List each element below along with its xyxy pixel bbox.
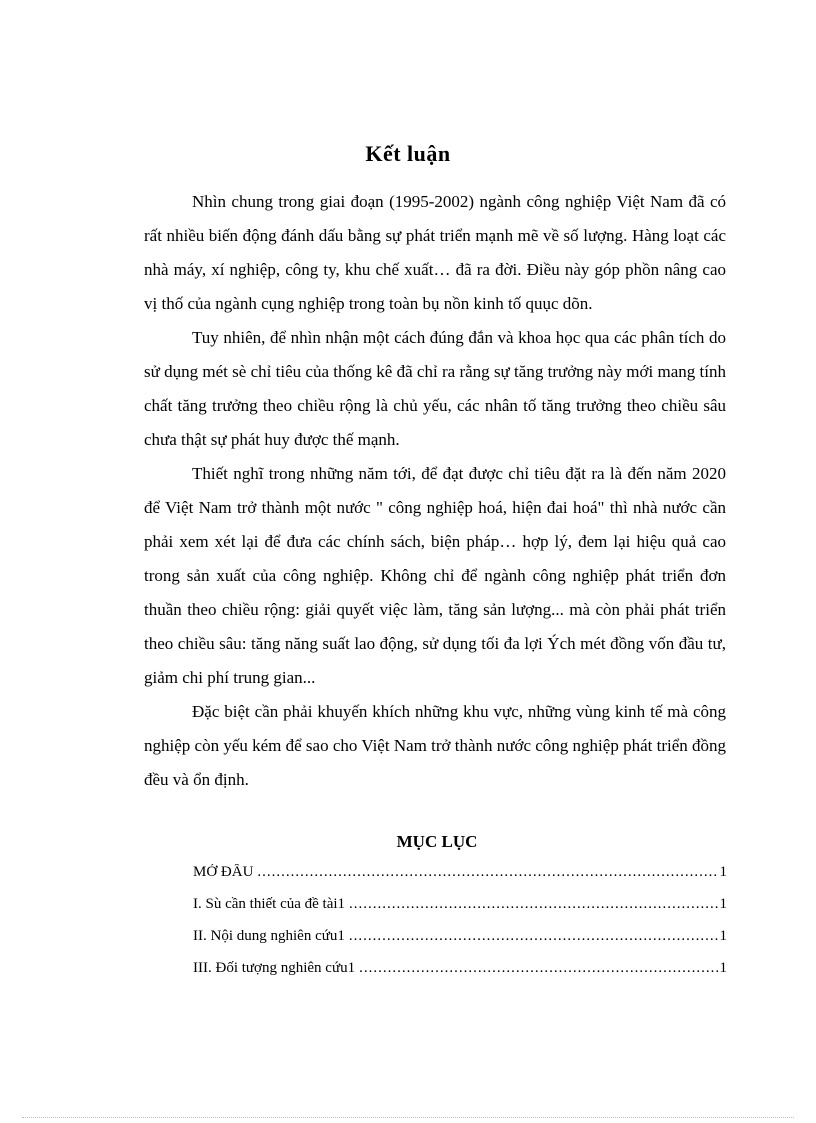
- toc-entry-section-1[interactable]: [193, 896, 727, 928]
- toc-entry-label: I. Sù cần thiết của đề tài1: [193, 896, 346, 912]
- toc-dot-leader: [349, 928, 719, 945]
- toc-entry-page: 1: [719, 960, 727, 976]
- paragraph-3: Thiết nghĩ trong những năm tới, để đạt được chỉ tiêu đặt ra là đến năm 2020 để Việt Nam trở thành một nước " công nghiệp hoá, hiện đai hoá" thì nhà nước cần phải xem xét lại để đưa các chính sách, biện pháp… hợp lý, đem lại hiệu quả cao trong sản xuất của công nghiệp. Không chỉ để ngành công nghiệp phát triển đơn thuần theo chiều rộng: giải quyết việc làm, tăng sản lượng... mà còn phải phát triển theo chiều sâu: tăng năng suất lao động, sử dụng tối đa lợi Ých mét đồng vốn đầu tư, giảm chi phí trung gian...: [144, 464, 726, 687]
- toc-entry-section-3[interactable]: [193, 960, 727, 992]
- toc-entry-page: 1: [719, 896, 727, 912]
- toc-entry-label: III. Đối tượng nghiên cứu1: [193, 960, 356, 976]
- page-bottom-border: [22, 1117, 794, 1118]
- toc-title: MỤC LỤC: [396, 832, 478, 851]
- paragraph-4: Đặc biệt cần phải khuyến khích những khu vực, những vùng kinh tế mà công nghiệp còn yếu kém để sao cho Việt Nam trở thành nước công nghiệp phát triển đồng đều và ổn định.: [144, 702, 726, 789]
- page-title: Kết luận: [365, 141, 451, 166]
- toc-entry-section-2[interactable]: [193, 928, 727, 960]
- toc-entry-page: 1: [719, 928, 727, 944]
- paragraph-2: Tuy nhiên, để nhìn nhận một cách đúng đắn và khoa học qua các phân tích do sử dụng mét sè chỉ tiêu của thống kê đã chỉ ra rằng sự tăng trưởng này mới mang tính chất tăng trưởng theo chiều rộng là chủ yếu, các nhân tố tăng trưởng theo chiều sâu chưa thật sự phát huy được thế mạnh.: [144, 328, 726, 449]
- toc-entry-label: MỞ ĐẦU: [193, 864, 254, 880]
- toc-entry-label: II. Nội dung nghiên cứu1: [193, 928, 345, 944]
- toc-entry-mo-dau[interactable]: [193, 864, 727, 896]
- toc-dot-leader: [257, 864, 718, 881]
- toc-dot-leader: [359, 960, 718, 977]
- toc-entry-page: 1: [719, 864, 727, 880]
- paragraph-1: Nhìn chung trong giai đoạn (1995-2002) ngành công nghiệp Việt Nam đã có rất nhiều biến động đánh dấu bằng sự phát triển mạnh mẽ về số lượng. Hàng loạt các nhà máy, xí nghiệp, công ty, khu chế xuất… đã ra đời. Điều này góp phồn nâng cao vị thố của ngành cụng nghiệp trong toàn bụ nồn kinh tố quục dõn.: [144, 192, 726, 313]
- table-of-contents: [193, 864, 727, 992]
- conclusion-body: [144, 185, 726, 797]
- toc-dot-leader: [349, 896, 718, 913]
